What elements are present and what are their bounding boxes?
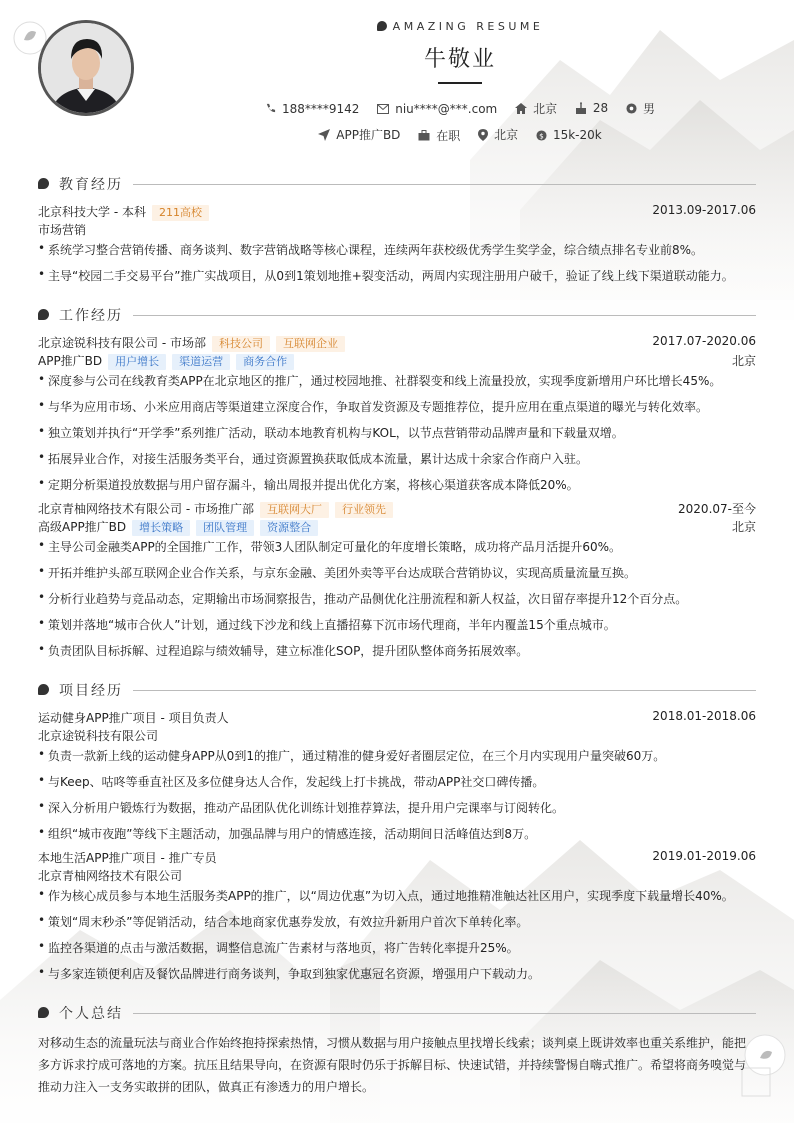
status-item: 在职 (418, 127, 460, 144)
project-org-row: 北京青柚网络技术有限公司 (38, 869, 183, 883)
phone-icon (265, 103, 276, 114)
svg-text:$: $ (539, 130, 544, 140)
gender-icon (626, 103, 637, 114)
work-role-row: 高级APP推广BD 增长策略 团队管理 资源整合 北京 (38, 520, 756, 534)
work-company-row: 北京途锐科技有限公司 - 市场部 科技公司 互联网企业 2017.07-2020.06 (38, 334, 756, 350)
money-icon (536, 130, 547, 141)
briefcase-icon (418, 130, 430, 141)
phone-item: 188****9142 (265, 102, 359, 116)
skill-tag: 商务合作 (236, 354, 294, 370)
send-icon (318, 129, 330, 141)
skill-tag: 资源整合 (260, 520, 318, 536)
company-tag: 互联网企业 (276, 336, 345, 352)
school-tag: 211高校 (152, 205, 209, 221)
summary-text: 对移动生态的流量玩法与商业合作始终抱持探索热情，习惯从数据与用户接触点里找增长线索；谈判桌上既讲效率也重关系维护，能把多方诉求拧成可落地的方案。抗压且结果导向，在资源有限时仍乐于拆解目标、快速试错，并持续警惕自嗨式推广。希望将商务嗅觉与推动力注入一支务实敢拼的团队，做真正有渗透力的用户增长。 (38, 1036, 747, 1094)
project-org-row: 北京途锐科技有限公司 (38, 729, 159, 743)
projects-section-header: 项目经历 (38, 680, 756, 700)
name-underline (438, 82, 482, 84)
education-major-row: 市场营销 (38, 223, 87, 237)
skill-tag: 用户增长 (108, 354, 166, 370)
position-item: APP推广BD (318, 126, 400, 143)
summary-section-header: 个人总结 (38, 1003, 756, 1023)
section-rule (133, 690, 756, 691)
candidate-name: 牛敬业 (423, 47, 496, 72)
education-section-header: 教育经历 (38, 174, 756, 194)
company-tag: 科技公司 (212, 336, 270, 352)
project-title-row: 本地生活APP推广项目 - 推广专员 2019.01-2019.06 (38, 849, 756, 865)
resume-page: AMAZING RESUME 牛敬业 188****9142 niu****@***.com 北京 28 男 APP推广BD 在职 北京 $ 15k-20k 教育经历 北京科技大学 - 本科 211高校 2013.09-2017.06 市场营销 系统学习整合营销传播、商务谈判、数字营销战略等核心课程，连续两年获校级优秀学生奖学金，综合绩点排名专业前8%。 主导“校园二手交易平台”推广实战项目，从0到1策划地推+裂变活动，两周内实现注册用户破千，验证了线上线下渠道联动能力。 工作经历 北京途锐科技有限公司 - 市场部 科技公司 互联网企业 2017.07-2020.06 APP推广BD 用户增长 渠道运营 商务合作 北京 深度参与公司在线教育类APP在北京地区的推广，通过校园地推、社群裂变和线上流量投放，实现季度新增用户环比增长45%。 与华为应用市场、小米应用商店等渠道建立深度合作，争取首发资源及专题推荐位，提升应用在重点渠道的曝光与转化效率。 独立策划并执行“开学季”系列推广活动，联动本地教育机构与KOL，以节点营销带动品牌声量和下载量双增。 拓展异业合作，对接生活服务类平台，通过资源置换获取低成本流量，累计达成十余家合作商户入驻。 定期分析渠道投放数据与用户留存漏斗，输出周报并提出优化方案，将核心渠道获客成本降低20%。 北京青柚网络技术有限公司 - 市场推广部 互联网大厂 行业领先 2020.07-至今 高级APP推广BD 增长策略 团队管理 资源整合 北京 主导公司金融类APP的全国推广工作，带领3人团队制定可量化的年度增长策略，成功将产品月活提升60%。 开拓并维护头部互联网企业合作关系，与京东金融、美团外卖等平台达成联合营销协议，实现高质量流量互换。 分析行业趋势与竞品动态，定期输出市场洞察报告，推动产品侧优化注册流程和新人权益，次日留存率提升12个百分点。 策划并落地“城市合伙人”计划，通过线下沙龙和线上直播招募下沉市场代理商，半年内覆盖15个重点城市。 负责团队目标拆解、过程追踪与绩效辅导，建立标准化SOP，提升团队整体商务拓展效率。 项目经历 运动健身APP推广项目 - 项目负责人 2018.01-2018.06 北京途锐科技有限公司 负责一款新上线的运动健身APP从0到1的推广，通过精准的健身爱好者圈层定位，在三个月内实现用户量突破60万。 与Keep、咕咚等垂直社区及多位健身达人合作，发起线上打卡挑战，带动APP社交口碑传播。 深入分析用户锻炼行为数据，推动产品团队优化训练计划推荐算法，提升用户完课率与订阅转化。 组织“城市夜跑”等线下主题活动，加强品牌与用户的情感连接，活动期间日活峰值达到8万。 本地生活APP推广项目 - 推广专员 2019.01-2019.06 北京青柚网络技术有限公司 作为核心成员参与本地生活服务类APP的推广，以“周边优惠”为切入点，通过地推精准触达社区用户，实现季度下载量增长40%。 策划“周末秒杀”等促销活动，结合本地商家优惠券发放，有效拉升新用户首次下单转化率。 监控各渠道的点击与激活数据，调整信息流广告素材与落地页，将广告转化率提升25%。 与多家连锁便利店及餐饮品牌进行商务谈判，争取到独家优惠冠名资源，增强用户下载动力。 个人总结 对移动生态的流量玩法与商业合作始终抱持探索热情，习惯从数据与用户接触点里找增长线索；谈判桌上既讲效率也重关系维护，能把多方诉求拧成可落地的方案。抗压且结果导向，在资源有限时仍乐于拆解目标、快速试错，并持续警惕自嗨式推广。希望将商务嗅觉与推动力注入一支务实敢拼的团队，做真正有渗透力的用户增长。 (0, 0, 794, 1123)
work-section-header: 工作经历 (38, 305, 756, 325)
cake-icon (575, 102, 587, 114)
company-tag: 行业领先 (335, 502, 393, 518)
age-item: 28 (575, 101, 608, 115)
section-rule (133, 184, 756, 185)
company-tag: 互联网大厂 (260, 502, 329, 518)
mail-icon (377, 104, 389, 114)
home-icon (515, 103, 527, 114)
section-rule (133, 315, 756, 316)
ink-drop-icon (38, 684, 49, 695)
contact-row (0, 100, 794, 117)
work-role-row: APP推广BD 用户增长 渠道运营 商务合作 北京 (38, 354, 756, 368)
city-item: 北京 (515, 100, 557, 117)
ink-drop-icon (377, 21, 387, 31)
skill-tag: 增长策略 (132, 520, 190, 536)
education-school-row: 北京科技大学 - 本科 211高校 2013.09-2017.06 (38, 203, 756, 219)
salary-item: $ 15k-20k (536, 128, 602, 142)
skill-tag: 渠道运营 (172, 354, 230, 370)
gender-item: 男 (626, 100, 655, 117)
work-city-item: 北京 (478, 126, 518, 143)
email-item: niu****@***.com (377, 102, 497, 116)
section-rule (133, 1013, 756, 1014)
ink-drop-icon (38, 1007, 49, 1018)
resume-tagline: AMAZING RESUME (0, 20, 794, 33)
skill-tag: 团队管理 (196, 520, 254, 536)
project-title-row: 运动健身APP推广项目 - 项目负责人 2018.01-2018.06 (38, 709, 756, 725)
ink-drop-icon (38, 178, 49, 189)
ink-drop-icon (38, 309, 49, 320)
work-company-row: 北京青柚网络技术有限公司 - 市场推广部 互联网大厂 行业领先 2020.07-至今 (38, 502, 756, 516)
job-intent-row (0, 126, 794, 144)
location-pin-icon (478, 129, 488, 141)
